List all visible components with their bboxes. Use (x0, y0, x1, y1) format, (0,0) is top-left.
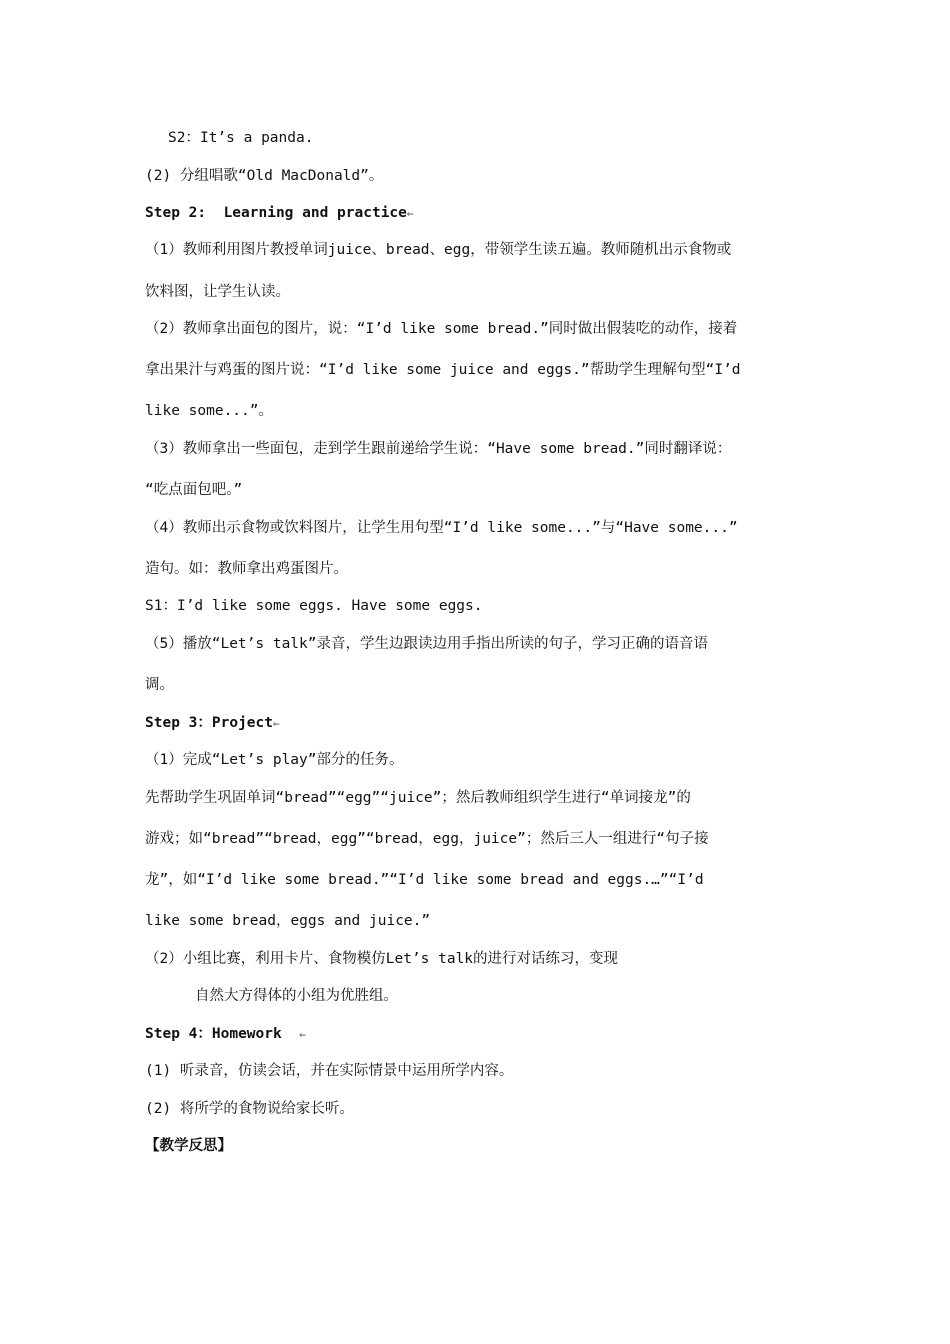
step-2-item-3-line-1: （3）教师拿出一些面包，走到学生跟前递给学生说：“Have some bread.”同时翻译说： (145, 441, 732, 457)
activity-sing-song: (2) 分组唱歌“Old MacDonald”。 (145, 168, 384, 184)
step-2-item-4-line-2: 造句。如：教师拿出鸡蛋图片。 (145, 561, 348, 577)
paragraph-mark-icon: ⇐ (273, 717, 280, 730)
step-2-item-4-line-1: （4）教师出示食物或饮料图片，让学生用句型“I’d like some...”与“Have some...” (145, 520, 738, 536)
step-2-item-5-line-1: （5）播放“Let’s talk”录音，学生边跟读边用手指出所读的句子，学习正确的语音语 (145, 636, 708, 652)
paragraph-mark-icon: ⇐ (406, 207, 414, 220)
step-3-body-line-1: 先帮助学生巩固单词“bread”“egg”“juice”；然后教师组织学生进行“单词接龙”的 (145, 790, 691, 806)
paragraph-mark-icon: ⇐ (299, 1028, 306, 1041)
step-2-item-2-line-2: 拿出果汁与鸡蛋的图片说：“I’d like some juice and eggs.”帮助学生理解句型“I’d (145, 362, 741, 378)
dialogue-line-s1: S1：I’d like some eggs. Have some eggs. (145, 598, 483, 614)
step-2-item-2-line-3: like some...”。 (145, 403, 273, 419)
homework-item-2: (2) 将所学的食物说给家长听。 (145, 1101, 354, 1117)
step-3-heading-text: Step 3：Project (145, 715, 273, 731)
dialogue-line-s2: S2：It’s a panda. (168, 130, 314, 146)
step-2-item-1-line-2: 饮料图，让学生认读。 (145, 284, 290, 300)
homework-item-1: (1) 听录音，仿读会话，并在实际情景中运用所学内容。 (145, 1063, 514, 1079)
step-2-heading-text: Step 2: Learning and practice (145, 205, 407, 221)
step-4-heading-text: Step 4：Homework (145, 1026, 300, 1042)
step-3-body-line-3: 龙”，如“I’d like some bread.”“I’d like some bread and eggs.…”“I’d (145, 872, 704, 888)
step-3-item-2-line-1: （2）小组比赛，利用卡片、食物模仿Let’s talk的进行对话练习，变现 (145, 951, 619, 967)
step-3-body-line-4: like some bread，eggs and juice.” (145, 913, 431, 929)
teaching-reflection-heading: 【教学反思】 (145, 1138, 232, 1154)
step-4-heading (145, 1024, 306, 1045)
step-3-heading (145, 713, 280, 734)
step-3-item-2-line-2: 自然大方得体的小组为优胜组。 (195, 988, 398, 1004)
step-2-item-1-line-1: （1）教师利用图片教授单词juice、bread、egg，带领学生读五遍。教师随机出示食物或 (145, 242, 732, 258)
step-2-item-3-line-2: “吃点面包吧。” (145, 482, 243, 498)
step-3-body-line-2: 游戏；如“bread”“bread，egg”“bread，egg，juice”；然后三人一组进行“句子接 (145, 831, 709, 847)
step-3-item-1: （1）完成“Let’s play”部分的任务。 (145, 752, 404, 768)
step-2-item-5-line-2: 调。 (145, 677, 174, 693)
step-2-item-2-line-1: （2）教师拿出面包的图片，说：“I’d like some bread.”同时做出假装吃的动作，接着 (145, 321, 738, 337)
step-2-heading (145, 203, 414, 224)
